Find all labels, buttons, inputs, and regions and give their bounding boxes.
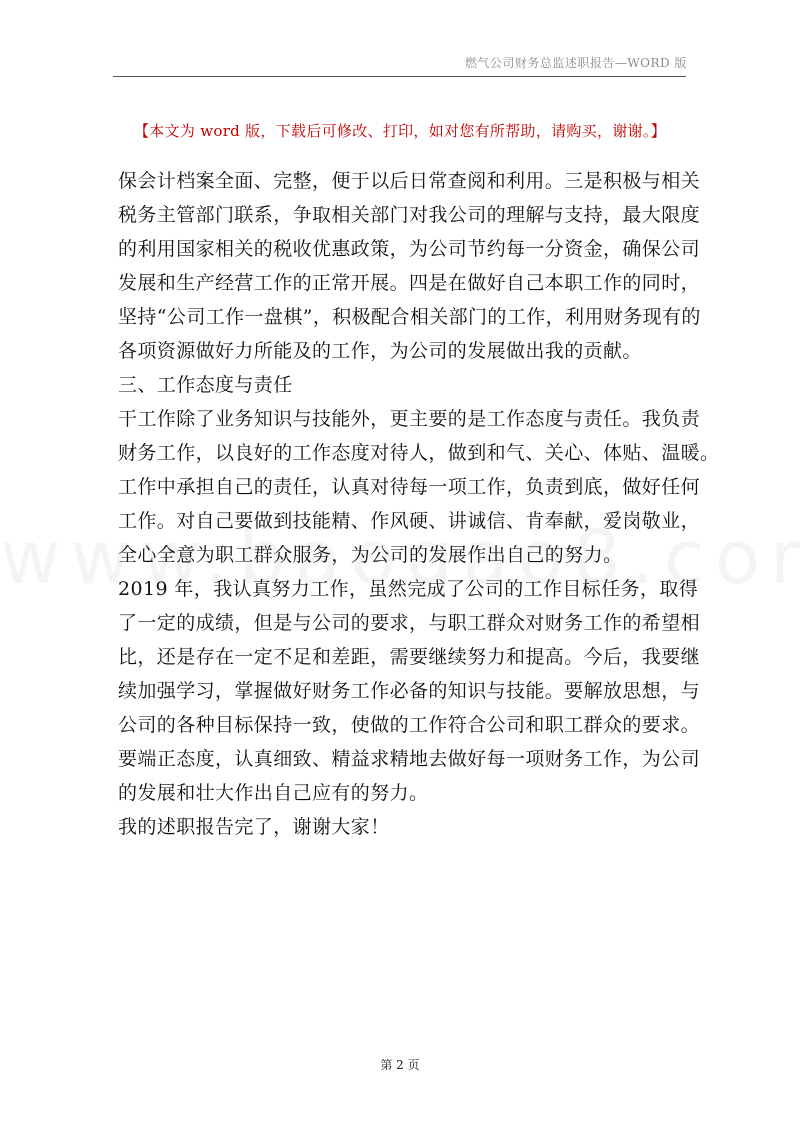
closing-line: 我的述职报告完了，谢谢大家！ (118, 816, 390, 838)
download-notice: 【本文为 word 版，下载后可修改、打印，如对您有所帮助，请购买，谢谢。】 (133, 122, 667, 140)
body-line: 工作中承担自己的责任，认真对待每一项工作，负责到底，做好任何 (118, 476, 701, 498)
body-line: 保会计档案全面、完整，便于以后日常查阅和利用。三是积极与相关 (118, 170, 701, 192)
body-line: 财务工作，以良好的工作态度对待人，做到和气、关心、体贴、温暖。 (118, 442, 720, 464)
body-line: 了一定的成绩，但是与公司的要求，与职工群众对财务工作的希望相 (118, 612, 701, 634)
header-divider (113, 76, 686, 77)
body-line: 公司的各种目标保持一致，使做的工作符合公司和职工群众的要求。 (118, 714, 701, 736)
body-line: 税务主管部门联系，争取相关部门对我公司的理解与支持，最大限度 (118, 204, 701, 226)
body-line: 各项资源做好力所能及的工作，为公司的发展做出我的贡献。 (118, 340, 642, 362)
body-line: 干工作除了业务知识与技能外，更主要的是工作态度与责任。我负责 (118, 408, 701, 430)
section-heading: 三、工作态度与责任 (118, 374, 293, 396)
body-text (118, 164, 720, 844)
running-header-title: 燃气公司财务总监述职报告—WORD 版 (464, 56, 687, 70)
body-line: 要端正态度，认真细致、精益求精地去做好每一项财务工作，为公司 (118, 748, 701, 770)
body-line: 比，还是存在一定不足和差距，需要继续努力和提高。今后，我要继 (118, 646, 701, 668)
body-line: 工作。对自己要做到技能精、作风硬、讲诚信、肯奉献，爱岗敬业， (118, 510, 701, 532)
body-line: 坚持“公司工作一盘棋”，积极配合相关部门的工作，利用财务现有的 (118, 306, 701, 328)
body-line: 续加强学习，掌握做好财务工作必备的知识与技能。要解放思想，与 (118, 680, 701, 702)
body-line: 2019 年，我认真努力工作，虽然完成了公司的工作目标任务，取得 (118, 578, 699, 600)
page-number: 第 2 页 (380, 1058, 420, 1072)
body-line: 全心全意为职工群众服务，为公司的发展作出自己的努力。 (118, 544, 623, 566)
body-line: 的利用国家相关的税收优惠政策，为公司节约每一分资金，确保公司 (118, 238, 701, 260)
body-line: 的发展和壮大作出自己应有的努力。 (118, 782, 429, 804)
body-line: 发展和生产经营工作的正常开展。四是在做好自己本职工作的同时， (118, 272, 701, 294)
